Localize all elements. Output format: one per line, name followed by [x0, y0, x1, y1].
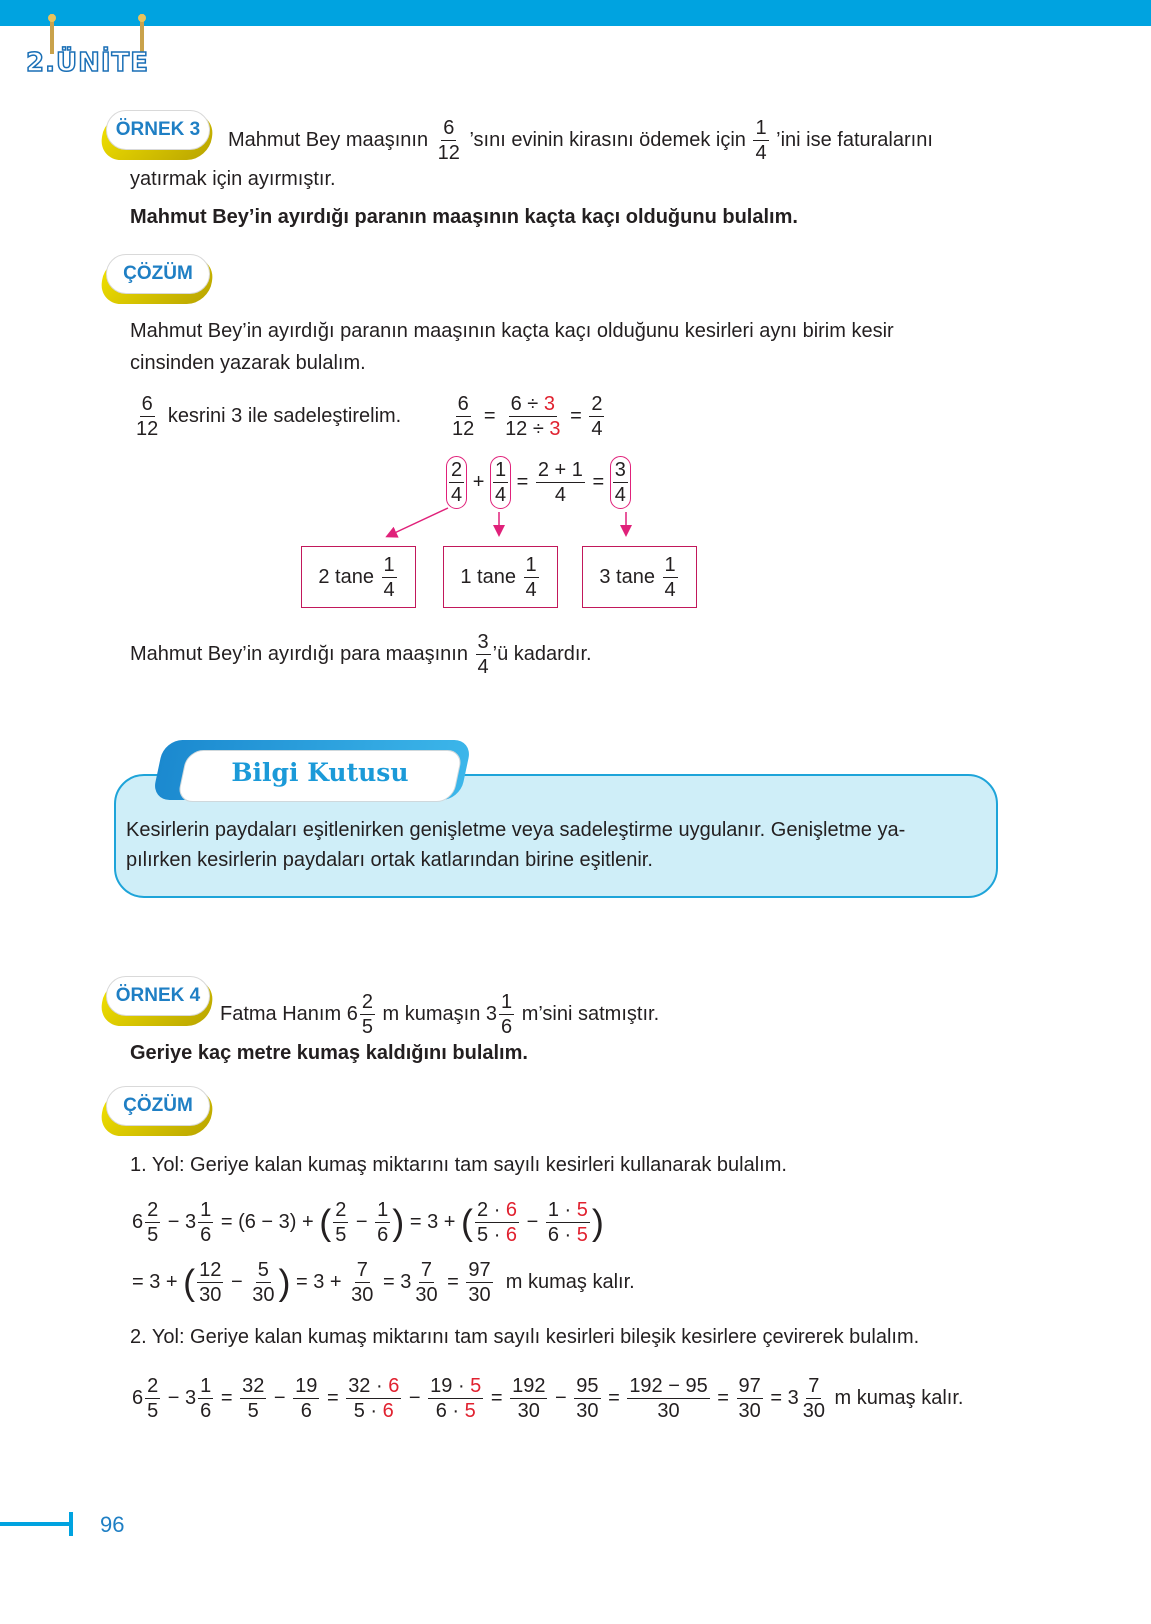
footer-line	[0, 1522, 72, 1526]
way1-equation-2: = 3 + ( $\frac{12}{30}$ − $\frac{5}{30}$ ) = 3 + $\frac{7}{30}$ = 3 $\frac{7}{30}$ = $\frac{97}{30}$ m kumaş kalır.	[132, 1259, 635, 1306]
example-3-label: ÖRNEK 3	[106, 110, 210, 152]
way2-text: 2. Yol: Geriye kalan kumaş miktarını tam sayılı kesirleri bileşik kesirlere çevirerek bulalım.	[130, 1326, 920, 1348]
info-line1: Kesirlerin paydaları eşitlenirken genişletme veya sadeleştirme uygulanır. Genişletme ya-	[126, 819, 906, 841]
info-title: Bilgi Kutusu	[231, 758, 409, 787]
unit-badge	[26, 40, 162, 90]
info-line2: pılırken kesirlerin paydaları ortak katlarından birine eşitlenir.	[126, 849, 653, 871]
sum-equation: $\frac{2}{4}$ + $\frac{1}{4}$ = $\frac{2 + 1}{4}$ = $\frac{3}{4}$	[446, 456, 631, 509]
way1-text: 1. Yol: Geriye kalan kumaş miktarını tam sayılı kesirleri kullanarak bulalım.	[130, 1154, 787, 1176]
solution-3-label: ÇÖZÜM	[106, 254, 210, 296]
page-number: 96	[100, 1512, 125, 1537]
example-3-question: Mahmut Bey’in ayırdığı paranın maaşının kaçta kaçı olduğunu bulalım.	[130, 206, 798, 228]
unit-label: 2.ÜNİTE	[26, 48, 150, 78]
footer-tick	[69, 1512, 73, 1536]
fraction: $\frac{1}{4}$	[755, 117, 767, 164]
fraction: $\frac{6}{12}$	[437, 117, 460, 164]
example-3-text: Mahmut Bey maaşının $\frac{6}{12}$ ’sını evinin kirasını ödemek için $\frac{1}{4}$ ’ini ise faturalarını	[228, 117, 933, 164]
simplify-row: $\frac{6}{12}$ kesrini 3 ile sadeleştirelim.	[136, 393, 402, 440]
unit-fraction-box: 2 tane $\frac{1}{4}$	[301, 546, 416, 608]
top-bar	[0, 0, 1151, 26]
solution-3-line1: Mahmut Bey’in ayırdığı paranın maaşının kaçta kaçı olduğunu kesirleri aynı birim kesir	[130, 320, 894, 342]
solution-4-label: ÇÖZÜM	[106, 1086, 210, 1128]
solution-3-result: Mahmut Bey’in ayırdığı para maaşının $\frac{3}{4}$ ’ü kadardır.	[130, 631, 592, 678]
unit-fraction-box: 1 tane $\frac{1}{4}$	[443, 546, 558, 608]
unit-fraction-box: 3 tane $\frac{1}{4}$	[582, 546, 697, 608]
example-4-text: Fatma Hanım 6 $\frac{2}{5}$ m kumaşın 3 $\frac{1}{6}$ m’sini satmıştır.	[220, 991, 660, 1038]
way1-equation-1: 6 $\frac{2}{5}$ − 3 $\frac{1}{6}$ = (6 − 3) + ( $\frac{2}{5}$ − $\frac{1}{6}$ ) = 3 + ( $\frac{2 \cdot 6}{5 \cdot 6}$ − $\frac{1 \cdot 5}{6 \cdot 5}$ )	[132, 1199, 604, 1246]
way2-equation: 6 $\frac{2}{5}$ − 3 $\frac{1}{6}$ = $\frac{32}{5}$ − $\frac{19}{6}$ = $\frac{32 \cdot 6}{5 \cdot 6}$ − $\frac{19 \cdot 5}{6 \cdot 5}$ = $\frac{192}{30}$ − $\frac{95}{30}$ = $\frac{192 - 95}{30}$ = $\frac{97}{30}$ = 3 $\frac{7}{30}$ m kumaş kalır.	[132, 1375, 964, 1422]
arrows	[380, 504, 650, 544]
example-4-question: Geriye kaç metre kumaş kaldığını bulalım.	[130, 1042, 528, 1064]
example-4-label: ÖRNEK 4	[106, 976, 210, 1018]
solution-3-line2: cinsinden yazarak bulalım.	[130, 352, 366, 374]
example-3-text-cont: yatırmak için ayırmıştır.	[130, 168, 336, 190]
simplify-equation: $\frac{6}{12}$ = $\frac{6 \div 3}{12 \div 3}$ = $\frac{2}{4}$	[452, 393, 603, 440]
